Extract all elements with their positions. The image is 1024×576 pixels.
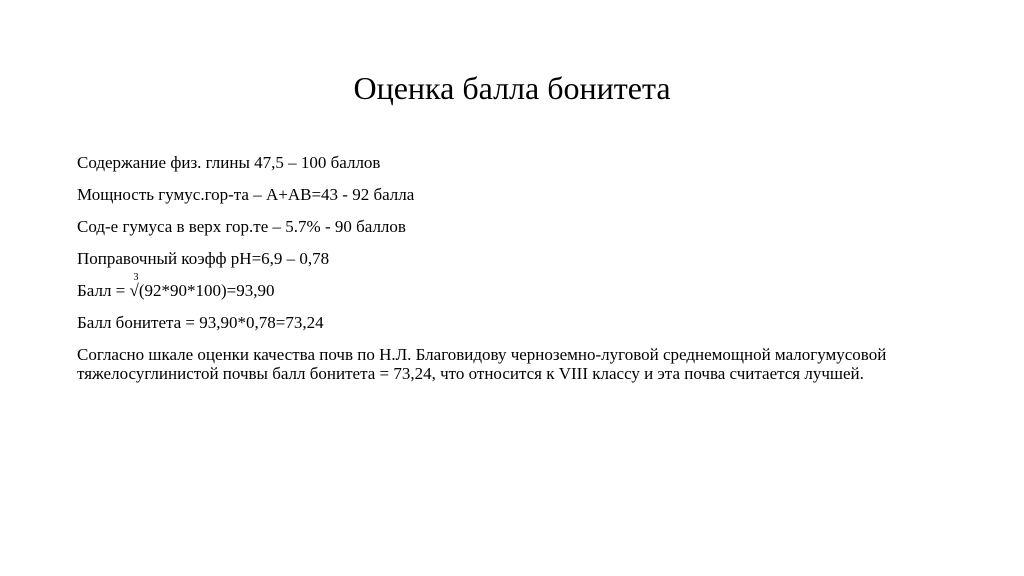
bonitet-score-line: Балл бонитета = 93,90*0,78=73,24 (77, 313, 324, 332)
slide-body (77, 153, 967, 383)
humus-horizon-thickness-line: Мощность гумус.гор-та – А+АВ=43 - 92 балла (77, 185, 415, 204)
slide-title: Оценка балла бонитета (353, 70, 671, 106)
root-sign: √ (129, 281, 139, 300)
formula-prefix: Балл = (77, 281, 130, 300)
ph-correction-line: Поправочный коэфф рН=6,9 – 0,78 (77, 249, 330, 268)
score-formula-line (77, 272, 967, 300)
humus-content-line: Сод-е гумуса в верх гор.те – 5.7% - 90 баллов (77, 217, 406, 236)
clay-content-line: Содержание физ. глины 47,5 – 100 баллов (77, 153, 381, 172)
formula-expression: (92*90*100)=93,90 (138, 281, 275, 300)
root-index: 3 (133, 272, 139, 283)
cube-root (129, 272, 139, 300)
conclusion-paragraph: Согласно шкале оценки качества почв по Н.Л. Благовидову черноземно-луговой среднемощной малогумусовой тяжелосуглинистой почвы балл бонитета = 73,24, что относится к VIII классу и эта почва считается лучшей. (77, 345, 887, 383)
